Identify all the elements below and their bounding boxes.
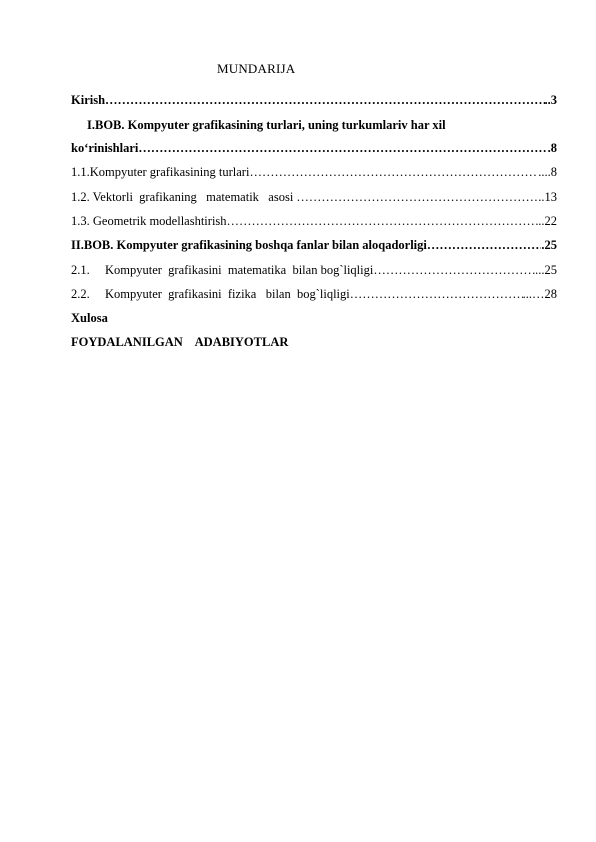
toc-entry-label-wrap [71, 262, 373, 278]
toc-leader-dots [249, 164, 538, 180]
document-title: MUNDARIJA [217, 61, 296, 76]
toc-entry-xulosa: Xulosa [71, 311, 108, 325]
toc-leader-dots [105, 92, 544, 108]
toc-entry-2-2 [71, 286, 557, 302]
toc-entry-number: 2.2. [71, 287, 90, 301]
toc-leader-dots [350, 286, 523, 302]
toc-entry-label: Kompyuter grafikasini matematika bilan bog`liqligi [105, 263, 374, 277]
toc-entry-label: Kirish [71, 93, 106, 107]
toc-entry-chapter-1-cont [71, 140, 557, 156]
toc-entry-label: 1.2. Vektorli grafikaning matematik asosi [71, 190, 297, 204]
toc-entry-2-1 [71, 262, 557, 278]
toc-entry-label: ko‘rinishlari [71, 141, 139, 155]
toc-leader-dots [227, 213, 539, 229]
toc-entry-kirish [71, 92, 557, 108]
toc-entry-1-1 [71, 164, 557, 180]
toc-leader-dots [138, 140, 547, 156]
toc-entry-page: ...25 [535, 263, 557, 277]
toc-leader-dots [296, 189, 538, 205]
toc-leader-dots [427, 237, 542, 253]
toc-entry-page: .8 [547, 141, 557, 155]
toc-entry-label-wrap [71, 286, 350, 302]
toc-entry-label: 1.3. Geometrik modellashtirish [71, 214, 227, 228]
toc-entry-references: FOYDALANILGAN ADABIYOTLAR [71, 335, 289, 349]
toc-leader-dots [373, 262, 535, 278]
toc-entry-page: ..22 [538, 214, 557, 228]
toc-entry-1-3 [71, 213, 557, 229]
toc-entry-page: ....8 [538, 165, 557, 179]
toc-entry-chapter-1-title: I.BOB. Kompyuter grafikasining turlari, uning turkumlariv har xil [87, 118, 446, 132]
toc-entry-label: II.BOB. Kompyuter grafikasining boshqa fanlar bilan aloqadorligi [71, 238, 427, 252]
toc-entry-page: ..3 [544, 93, 557, 107]
toc-entry-page: ...…28 [522, 287, 557, 301]
toc-entry-1-2 [71, 189, 557, 205]
toc-entry-page: .25 [541, 238, 557, 252]
toc-entry-number: 2.1. [71, 263, 90, 277]
toc-entry-page: ..13 [538, 190, 557, 204]
toc-entry-chapter-2 [71, 237, 557, 253]
toc-entry-label: Kompyuter grafikasini fizika bilan bog`liqligi [105, 287, 350, 301]
toc-entry-label: 1.1.Kompyuter grafikasining turlari [71, 165, 250, 179]
